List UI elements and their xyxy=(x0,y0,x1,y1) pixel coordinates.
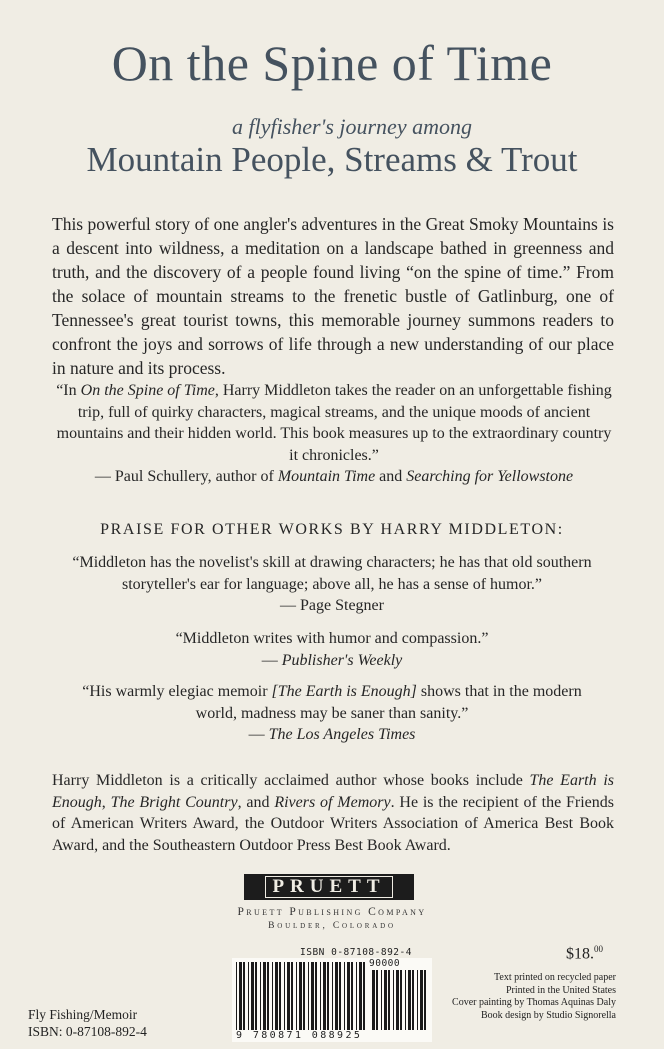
praise-quote-1 xyxy=(40,552,624,617)
barcode-bar xyxy=(347,962,350,1030)
featured-quote-open: “In xyxy=(56,382,81,399)
barcode-bar xyxy=(356,962,357,1030)
barcode-bar xyxy=(384,970,387,1030)
barcode-bar xyxy=(405,970,406,1030)
price-cents: 00 xyxy=(594,944,603,954)
praise-quote-2-source: Publisher's Weekly xyxy=(281,651,403,669)
featured-quote-and: and xyxy=(375,468,407,485)
barcode-price-code: 90000 xyxy=(369,958,401,969)
featured-quote xyxy=(56,380,612,488)
featured-quote-work2: Searching for Yellowstone xyxy=(406,468,574,485)
category-isbn: ISBN: 0-87108-892-4 xyxy=(28,1024,147,1039)
publisher-name: Pruett Publishing Company xyxy=(237,906,427,918)
praise-heading: PRAISE FOR OTHER WORKS BY HARRY MIDDLETON: xyxy=(100,521,564,538)
subtitle-italic: a flyfisher's journey among xyxy=(232,114,472,139)
book-category xyxy=(28,1006,147,1040)
author-bio xyxy=(52,770,614,856)
praise-quote-1-text: “Middleton has the novelist's skill at drawing characters; he has that old southern storyteller's ear for language; above all, he has a sense of humor.” xyxy=(72,554,592,593)
bio-book3: Rivers of Memory xyxy=(274,793,391,811)
barcode-bar xyxy=(412,970,414,1030)
barcode-bar xyxy=(260,962,261,1030)
barcode-bar xyxy=(363,962,365,1030)
subtitle-main: Mountain People, Streams & Trout xyxy=(86,140,578,179)
featured-quote-book-title: On the Spine of Time xyxy=(80,382,215,399)
barcode-bar xyxy=(272,962,273,1030)
category-genre: Fly Fishing/Memoir xyxy=(28,1007,138,1022)
praise-quote-3-source: The Los Angeles Times xyxy=(268,726,416,743)
praise-quote-2-text: “Middleton writes with humor and compassion.” xyxy=(175,630,489,647)
bio-book1: The Earth is Enough xyxy=(52,772,614,811)
featured-quote-work1: Mountain Time xyxy=(277,468,376,485)
featured-quote-attribution: — Paul Schullery, author of xyxy=(94,468,278,485)
barcode-digits: 9 780871 088925 xyxy=(236,1030,363,1041)
barcode-bar xyxy=(332,962,333,1030)
praise-quote-3-dash: — xyxy=(248,726,269,743)
book-blurb: This powerful story of one angler's adventures in the Great Smoky Mountains is a descent into wildness, a meditation on a landscape bathed in greenness and truth, and the discovery of a people found living “on the spine of time.” From the solace of mountain streams to the frenetic bustle of Gatlinburg, one of Tennessee's great tourist towns, this memorable journey summons readers to confront the joys and sorrows of life through a new understanding of our place in nature and its process. xyxy=(52,214,614,378)
barcode-bar xyxy=(303,962,305,1030)
praise-quote-3-title: [The Earth is Enough] xyxy=(271,683,417,700)
barcode-bar xyxy=(424,970,426,1030)
barcode-bar xyxy=(417,970,418,1030)
barcode-bar xyxy=(344,962,345,1030)
praise-quote-1-source: — Page Stegner xyxy=(280,597,384,614)
barcode-bar xyxy=(372,970,375,1030)
barcode-bar xyxy=(263,962,266,1030)
barcode-bar xyxy=(239,962,242,1030)
featured-quote-body: , Harry Middleton takes the reader on an unforgettable fishing trip, full of quirky characters, magical streams, and the unique moods of ancient mountains and their hidden world. This book measures up to the extraordinary country it chronicles.” xyxy=(56,382,612,464)
barcode-bar xyxy=(251,962,254,1030)
barcode-bar xyxy=(267,962,269,1030)
barcode-bar xyxy=(296,962,297,1030)
credits-line2: Printed in the United States xyxy=(506,984,616,996)
barcode-bar xyxy=(327,962,329,1030)
barcode-bar xyxy=(420,970,423,1030)
barcode-bar xyxy=(311,962,314,1030)
barcode-bar xyxy=(381,970,382,1030)
barcode-bar xyxy=(248,962,249,1030)
barcode-bar xyxy=(236,962,237,1030)
book-title: On the Spine of Time xyxy=(111,35,553,91)
publisher-logo-text: PRUETT xyxy=(265,876,392,898)
price-dollars: $18. xyxy=(566,945,594,963)
barcode-bar xyxy=(315,962,317,1030)
book-credits xyxy=(452,972,616,1022)
barcode-bar xyxy=(408,970,411,1030)
barcode-bar xyxy=(320,962,321,1030)
bio-sep2: , and xyxy=(237,793,275,811)
barcode-bar xyxy=(393,970,394,1030)
barcode-bar xyxy=(400,970,402,1030)
barcode-isbn-label: ISBN 0-87108-892-4 xyxy=(300,947,412,958)
barcode-bar xyxy=(284,962,285,1030)
barcode-bar xyxy=(308,962,309,1030)
publisher-location: Boulder, Colorado xyxy=(268,921,396,931)
barcode-bar xyxy=(396,970,399,1030)
barcode-bar xyxy=(287,962,290,1030)
barcode-bar xyxy=(335,962,338,1030)
praise-quote-2-dash: — xyxy=(261,651,282,669)
bio-start: Harry Middleton is a critically acclaimed author whose books include xyxy=(52,772,530,789)
praise-quote-3-rest: shows that in the modern world, madness may be saner than sanity.” xyxy=(195,683,582,722)
barcode-bar xyxy=(323,962,326,1030)
price xyxy=(566,944,603,963)
publisher-logo xyxy=(244,874,414,900)
praise-quote-3-open: “His warmly elegiac memoir xyxy=(82,683,272,700)
barcode-bar xyxy=(291,962,293,1030)
barcode-bar xyxy=(279,962,281,1030)
credits-line1: Text printed on recycled paper xyxy=(493,972,616,983)
barcode-bar xyxy=(339,962,341,1030)
barcode-bar xyxy=(376,970,378,1030)
praise-quote-3 xyxy=(60,681,604,746)
bio-book2: The Bright Country xyxy=(110,793,238,811)
credits-line4: Book design by Studio Signorella xyxy=(481,1009,616,1021)
barcode-bar xyxy=(255,962,257,1030)
credits-line3: Cover painting by Thomas Aquinas Daly xyxy=(452,997,616,1008)
bio-end: . He is the recipient of the Friends of American Writers Award, the Outdoor Writers Association of America Best Book Award, and the Southeastern Outdoor Press Best Book Award. xyxy=(52,793,615,854)
barcode-bar xyxy=(299,962,302,1030)
barcode-bar xyxy=(359,962,362,1030)
praise-quote-2 xyxy=(40,628,624,671)
barcode-bar xyxy=(388,970,390,1030)
barcode-bar xyxy=(243,962,245,1030)
barcode-bar xyxy=(351,962,353,1030)
barcode-bar xyxy=(275,962,278,1030)
bio-sep1: , xyxy=(101,793,111,811)
